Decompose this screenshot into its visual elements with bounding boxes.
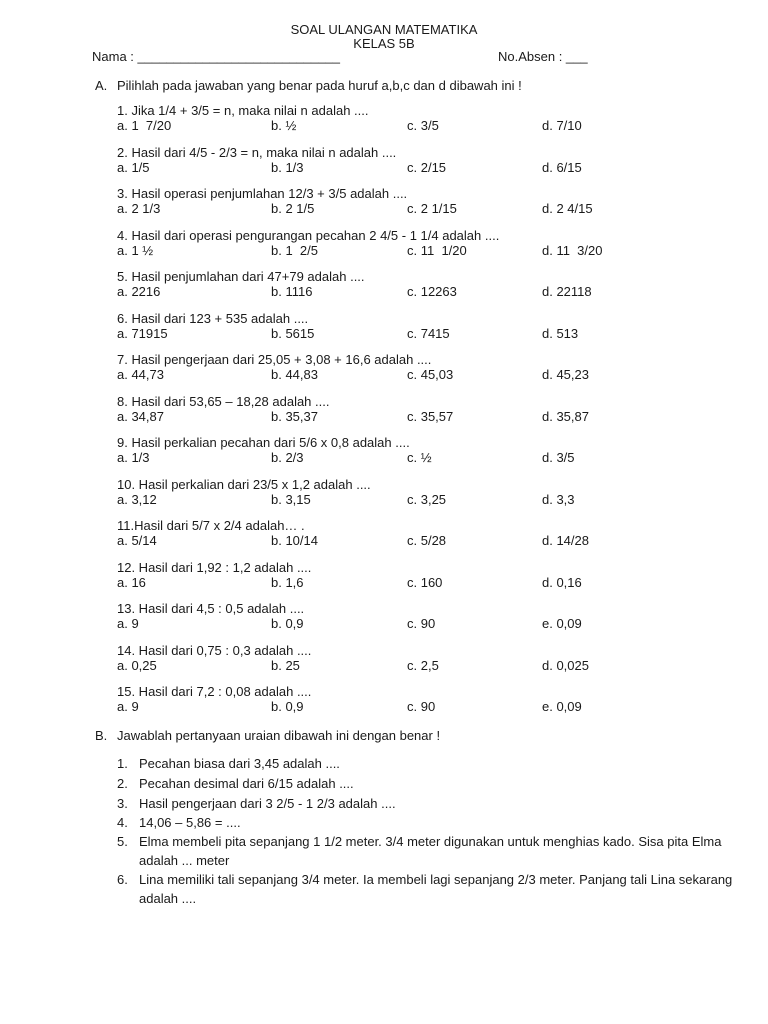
answer-option: b. 25: [271, 658, 300, 673]
page-title: SOAL ULANGAN MATEMATIKA: [290, 22, 478, 37]
answer-option: b. 1116: [271, 284, 313, 299]
section-a-instruction: [95, 78, 522, 93]
answer-option: b. 2 1/5: [271, 201, 315, 216]
answer-option: a. 5/14: [117, 533, 157, 548]
answer-option: a. 16: [117, 575, 146, 590]
answer-option: c. ½: [407, 450, 432, 465]
essay-item-number: 4.: [117, 815, 128, 830]
name-field: Nama : ____________________________: [92, 49, 340, 64]
answer-options: [117, 575, 737, 590]
answer-options: [117, 326, 737, 341]
question-text: 14. Hasil dari 0,75 : 0,3 adalah ....: [117, 643, 312, 658]
answer-option: d. 11 3/20: [542, 243, 603, 258]
question-text: 10. Hasil perkalian dari 23/5 x 1,2 adalah ....: [117, 477, 371, 492]
answer-option: d. 7/10: [542, 118, 582, 133]
answer-options: [117, 450, 737, 465]
answer-option: d. 0,025: [542, 658, 589, 673]
answer-option: b. 0,9: [271, 616, 304, 631]
answer-option: a. 1 ½: [117, 243, 154, 258]
essay-item-number: 2.: [117, 776, 128, 791]
essay-item-text: Pecahan biasa dari 3,45 adalah ....: [139, 756, 340, 771]
essay-item-number: 3.: [117, 796, 128, 811]
answer-option: d. 6/15: [542, 160, 582, 175]
answer-option: c. 12263: [407, 284, 457, 299]
essay-item-number: 6.: [117, 872, 128, 887]
essay-item-text: Lina memiliki tali sepanjang 3/4 meter. Ia membeli lagi sepanjang 2/3 meter. Panjang tali Lina sekarang adalah ....: [139, 872, 733, 906]
answer-option: c. 90: [407, 616, 436, 631]
question-text: 9. Hasil perkalian pecahan dari 5/6 x 0,8 adalah ....: [117, 435, 410, 450]
question-text: 7. Hasil pengerjaan dari 25,05 + 3,08 + 16,6 adalah ....: [117, 352, 432, 367]
answer-option: d. 35,87: [542, 409, 589, 424]
essay-item-number: 5.: [117, 834, 128, 849]
answer-option: c. 35,57: [407, 409, 454, 424]
answer-option: a. 34,87: [117, 409, 164, 424]
answer-options: [117, 160, 737, 175]
answer-option: b. 1/3: [271, 160, 304, 175]
answer-options: [117, 367, 737, 382]
question-text: 13. Hasil dari 4,5 : 0,5 adalah ....: [117, 601, 305, 616]
essay-item-text: Pecahan desimal dari 6/15 adalah ....: [139, 776, 354, 791]
answer-option: d. 2 4/15: [542, 201, 593, 216]
question-text: 3. Hasil operasi penjumlahan 12/3 + 3/5 adalah ....: [117, 186, 408, 201]
answer-option: a. 3,12: [117, 492, 157, 507]
answer-option: d. 45,23: [542, 367, 589, 382]
answer-options: [117, 243, 737, 258]
answer-option: c. 90: [407, 699, 436, 714]
answer-options: [117, 616, 737, 631]
answer-option: c. 3,25: [407, 492, 447, 507]
answer-option: a. 0,25: [117, 658, 157, 673]
question-text: 2. Hasil dari 4/5 - 2/3 = n, maka nilai n adalah ....: [117, 145, 397, 160]
answer-option: c. 2 1/15: [407, 201, 457, 216]
class-label: KELAS 5B: [353, 36, 415, 51]
answer-option: c. 160: [407, 575, 443, 590]
answer-option: a. 71915: [117, 326, 168, 341]
answer-option: b. 3,15: [271, 492, 311, 507]
answer-option: c. 5/28: [407, 533, 447, 548]
answer-option: e. 0,09: [542, 699, 582, 714]
answer-option: a. 44,73: [117, 367, 164, 382]
answer-option: e. 0,09: [542, 616, 582, 631]
answer-option: c. 2/15: [407, 160, 447, 175]
answer-option: b. 0,9: [271, 699, 304, 714]
answer-option: b. 5615: [271, 326, 315, 341]
question-text: 15. Hasil dari 7,2 : 0,08 adalah ....: [117, 684, 312, 699]
answer-option: c. 11 1/20: [407, 243, 467, 258]
question-text: 8. Hasil dari 53,65 – 18,28 adalah ....: [117, 394, 330, 409]
question-text: 5. Hasil penjumlahan dari 47+79 adalah ....: [117, 269, 365, 284]
answer-option: c. 45,03: [407, 367, 454, 382]
answer-option: b. 1 2/5: [271, 243, 318, 258]
answer-option: b. 2/3: [271, 450, 304, 465]
answer-option: a. 9: [117, 616, 139, 631]
answer-option: b. 44,83: [271, 367, 318, 382]
section-b-instruction: [95, 728, 440, 743]
answer-option: a. 2 1/3: [117, 201, 161, 216]
question-text: 11.Hasil dari 5/7 x 2/4 adalah… .: [117, 518, 305, 533]
answer-options: [117, 284, 737, 299]
answer-options: [117, 658, 737, 673]
answer-option: d. 22118: [542, 284, 592, 299]
section-b-letter: B.: [95, 728, 108, 743]
question-text: 6. Hasil dari 123 + 535 adalah ....: [117, 311, 309, 326]
answer-options: [117, 118, 737, 133]
answer-option: b. ½: [271, 118, 297, 133]
answer-option: a. 1/3: [117, 450, 150, 465]
answer-options: [117, 699, 737, 714]
answer-option: a. 1/5: [117, 160, 150, 175]
answer-option: a. 2216: [117, 284, 161, 299]
answer-option: c. 3/5: [407, 118, 439, 133]
section-a-text: Pilihlah pada jawaban yang benar pada huruf a,b,c dan d dibawah ini !: [117, 78, 522, 93]
essay-item-number: 1.: [117, 756, 128, 771]
section-a-letter: A.: [95, 78, 108, 93]
answer-option: d. 3,3: [542, 492, 575, 507]
answer-option: a. 1 7/20: [117, 118, 172, 133]
answer-option: a. 9: [117, 699, 139, 714]
answer-option: c. 7415: [407, 326, 450, 341]
answer-options: [117, 492, 737, 507]
absen-field: No.Absen : ___: [498, 49, 588, 64]
answer-option: d. 513: [542, 326, 579, 341]
answer-option: b. 35,37: [271, 409, 318, 424]
essay-item-text: Hasil pengerjaan dari 3 2/5 - 1 2/3 adalah ....: [139, 796, 396, 811]
answer-options: [117, 533, 737, 548]
answer-option: b. 1,6: [271, 575, 304, 590]
answer-option: b. 10/14: [271, 533, 318, 548]
section-b-text: Jawablah pertanyaan uraian dibawah ini dengan benar !: [117, 728, 441, 743]
answer-options: [117, 409, 737, 424]
question-text: 12. Hasil dari 1,92 : 1,2 adalah ....: [117, 560, 312, 575]
answer-option: c. 2,5: [407, 658, 439, 673]
answer-options: [117, 201, 737, 216]
answer-option: d. 0,16: [542, 575, 582, 590]
question-text: 1. Jika 1/4 + 3/5 = n, maka nilai n adalah ....: [117, 103, 369, 118]
answer-option: d. 3/5: [542, 450, 575, 465]
question-text: 4. Hasil dari operasi pengurangan pecahan 2 4/5 - 1 1/4 adalah ....: [117, 228, 500, 243]
essay-item-text: 14,06 – 5,86 = ....: [139, 815, 241, 830]
essay-item-text: Elma membeli pita sepanjang 1 1/2 meter. 3/4 meter digunakan untuk menghias kado. Sisa pita Elma adalah ... meter: [139, 834, 722, 868]
answer-option: d. 14/28: [542, 533, 589, 548]
